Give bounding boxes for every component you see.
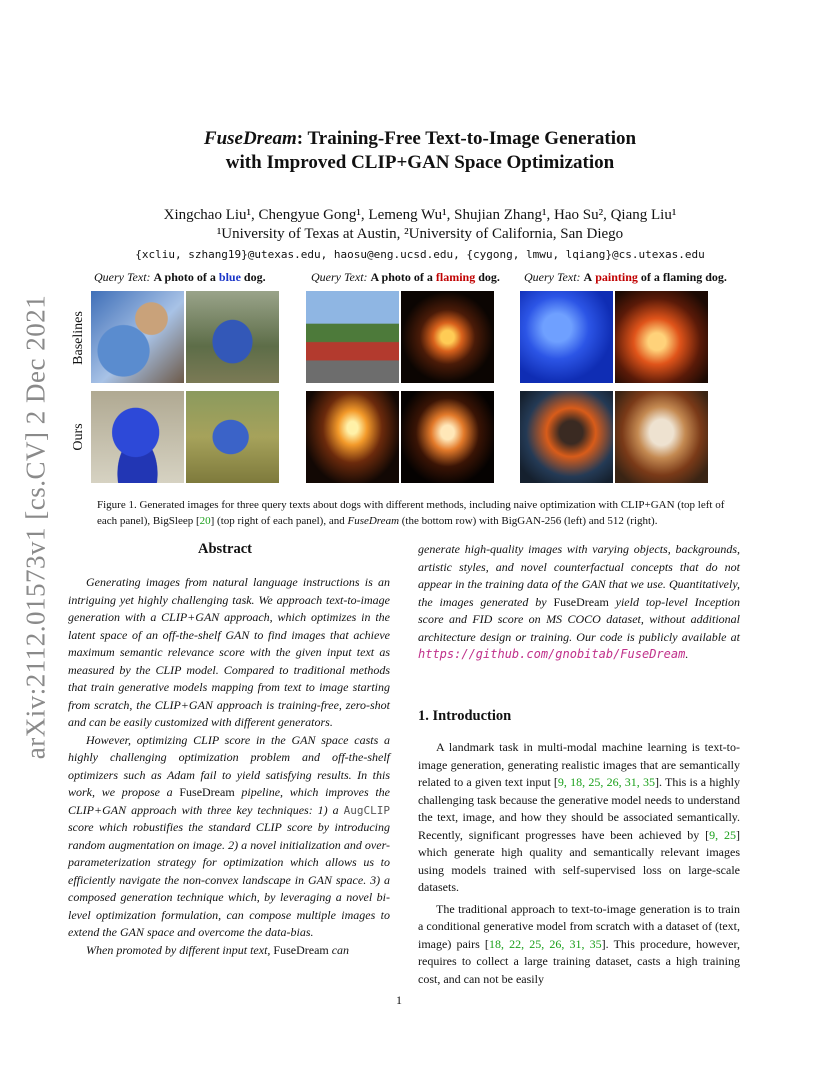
abstract-text: However, optimizing CLIP score in the GAN space casts a highly challenging optimization problem and off-the-shelf optimizers such as Adam fail to yield satisfying results. In this work, we propose a — [68, 732, 390, 799]
figure-image-ours-flaming-2 — [401, 391, 494, 483]
abstract-heading: Abstract — [198, 541, 252, 557]
figure-image-ours-blue-2 — [186, 391, 279, 483]
title-italic: FuseDream — [203, 128, 297, 149]
augclip-term: AugCLIP — [343, 803, 390, 817]
figure-image-baseline-painting-2 — [615, 291, 708, 383]
abstract-text: pipeline, which improves the CLIP+GAN approach with three key techniques: 1) a — [68, 785, 390, 817]
introduction-heading: 1. Introduction — [418, 708, 512, 724]
query-after: of a flaming dog. — [640, 270, 727, 284]
query-highlight: blue — [218, 270, 241, 284]
figure-image-ours-blue-1 — [91, 391, 184, 483]
arxiv-stamp — [10, 292, 62, 762]
figure-image-ours-painting-2 — [615, 391, 708, 483]
abstract-text: can — [328, 942, 350, 957]
abstract-text: yield top-level Inception score and FID score on MS COCO dataset, without additional architecture design or training. Our code is publicly available at — [418, 594, 740, 644]
figure-image-baseline-blue-2 — [186, 291, 279, 383]
intro-text: A landmark task in multi-modal machine learning is text-to-image generation, generating realistic images that are semantically related to a given text input [ — [418, 740, 740, 789]
author-emails: {xcliu, szhang19}@utexas.edu, haosu@eng.ucsd.edu, {cygong, lmwu, lqiang}@cs.utexas.edu — [135, 248, 705, 261]
abstract-left-column — [68, 574, 390, 959]
intro-text: ]. This procedure, however, requires to collect a large training dataset, casts a high training cost, and can not be easily — [418, 936, 741, 986]
author-list: Xingchao Liu¹, Chengyue Gong¹, Lemeng Wu¹, Shujian Zhang¹, Hao Su², Qiang Liu¹ — [163, 207, 677, 223]
figure-image-baseline-blue-1 — [91, 291, 184, 383]
intro-text: ] which generate high quality and semantically relevant images using models trained with self-supervised loss on large-scale datasets. — [418, 827, 740, 894]
abstract-text: When promoted by different input text, — [86, 942, 274, 957]
figure-image-ours-painting-1 — [520, 391, 613, 483]
title-line2: with Improved CLIP+GAN Space Optimization — [225, 152, 615, 173]
method-name: FuseDream — [553, 594, 609, 609]
abstract-right-column — [418, 541, 740, 664]
abstract-paragraph-2 — [68, 732, 390, 942]
query-prefix: Query Text: — [311, 270, 368, 284]
abstract-text: generate high-quality images with varying objects, backgrounds, artistic styles, and novel counterfactual concepts that do not appear in the training data of the GAN that we use. Quantitatively, the images generated by — [418, 542, 740, 609]
query-prefix: Query Text: — [524, 270, 581, 284]
intro-text: The traditional approach to text-to-image generation is to train a conditional generative model from scratch with a dataset of (text, image) pairs [ — [418, 901, 740, 951]
citation-link[interactable]: 20 — [199, 515, 211, 527]
intro-paragraph-1 — [418, 739, 740, 897]
intro-paragraph-2 — [418, 901, 740, 989]
query-highlight: painting — [595, 270, 638, 284]
query-before: A — [583, 270, 593, 284]
query-text-1 — [94, 270, 266, 285]
abstract-text: . — [685, 647, 689, 661]
method-name: FuseDream — [273, 942, 329, 957]
code-link[interactable]: https://github.com/gnobitab/FuseDream — [418, 647, 686, 661]
query-after: dog. — [478, 270, 500, 284]
affiliations: ¹University of Texas at Austin, ²University of California, San Diego — [216, 226, 624, 242]
query-text-2 — [311, 270, 500, 285]
query-prefix: Query Text: — [94, 270, 151, 284]
citation-link[interactable]: 9, 18, 25, 26, 31, 35 — [557, 775, 656, 789]
paper-title — [120, 127, 720, 175]
query-before: A photo of a — [370, 270, 433, 284]
caption-text: (the bottom row) with BigGAN-256 (left) and 512 (right). — [399, 515, 658, 527]
query-text-3 — [524, 270, 727, 285]
row-label-ours: Ours — [71, 423, 86, 451]
abstract-paragraph-1: Generating images from natural language instructions is an intriguing yet highly challenging task. We approach text-to-image generation with a CLIP+GAN approach, which optimizes in the latent space of an off-the-shelf GAN to find images that achieve maximum semantic relevance score with the given input text as measured by the CLIP model. Compared to traditional methods that train generative models mapping from text to image starting from scratch, the CLIP+GAN approach is training-free, zero-shot and can be easily customized with different generators. — [68, 575, 390, 729]
query-before: A photo of a — [153, 270, 216, 284]
method-name: FuseDream — [179, 785, 235, 799]
caption-text: ] (top right of each panel), and — [210, 515, 348, 527]
caption-text: Figure 1. Generated images for three query texts about dogs with different methods, including naive optimization with CLIP+GAN (top left of each panel), BigSleep [ — [97, 499, 725, 527]
row-label-baselines: Baselines — [71, 311, 86, 365]
figure-caption — [97, 497, 743, 529]
figure-image-baseline-painting-1 — [520, 291, 613, 383]
figure-image-baseline-flaming-2 — [401, 291, 494, 383]
figure-image-ours-flaming-1 — [306, 391, 399, 483]
intro-text: ]. This is a highly challenging task because the generative model needs to understand the text, image, and how they should be associated semantically. Recently, significant progresses have been achieved by [ — [418, 775, 740, 842]
introduction-column — [418, 739, 740, 988]
citation-link[interactable]: 9, 25 — [709, 827, 736, 842]
abstract-text: composed generation technique which, by leveraging a novel bi-level optimization formulation, can compose multiple images to extend the GAN space and overcome the data-bias. — [68, 890, 390, 939]
caption-italic: FuseDream — [347, 515, 400, 527]
abstract-text: score which robustifies the standard CLIP score by introducing random augmentation on image. 2) a novel initialization and over-parameterization strategy for optimization which allows us to efficiently navigate the non-convex landscape in GAN space. 3) a — [68, 820, 390, 887]
citation-link[interactable]: 18, 22, 25, 26, 31, 35 — [488, 936, 602, 951]
arxiv-stamp-text: arXiv:2112.01573v1 [cs.CV] 2 Dec 2021 — [20, 294, 51, 760]
query-after: dog. — [243, 270, 266, 284]
abstract-paragraph-3 — [68, 942, 390, 960]
title-rest: : Training-Free Text-to-Image Generation — [296, 128, 637, 149]
figure-image-baseline-flaming-1 — [306, 291, 399, 383]
query-highlight: flaming — [435, 270, 476, 284]
page-number: 1 — [396, 993, 402, 1007]
